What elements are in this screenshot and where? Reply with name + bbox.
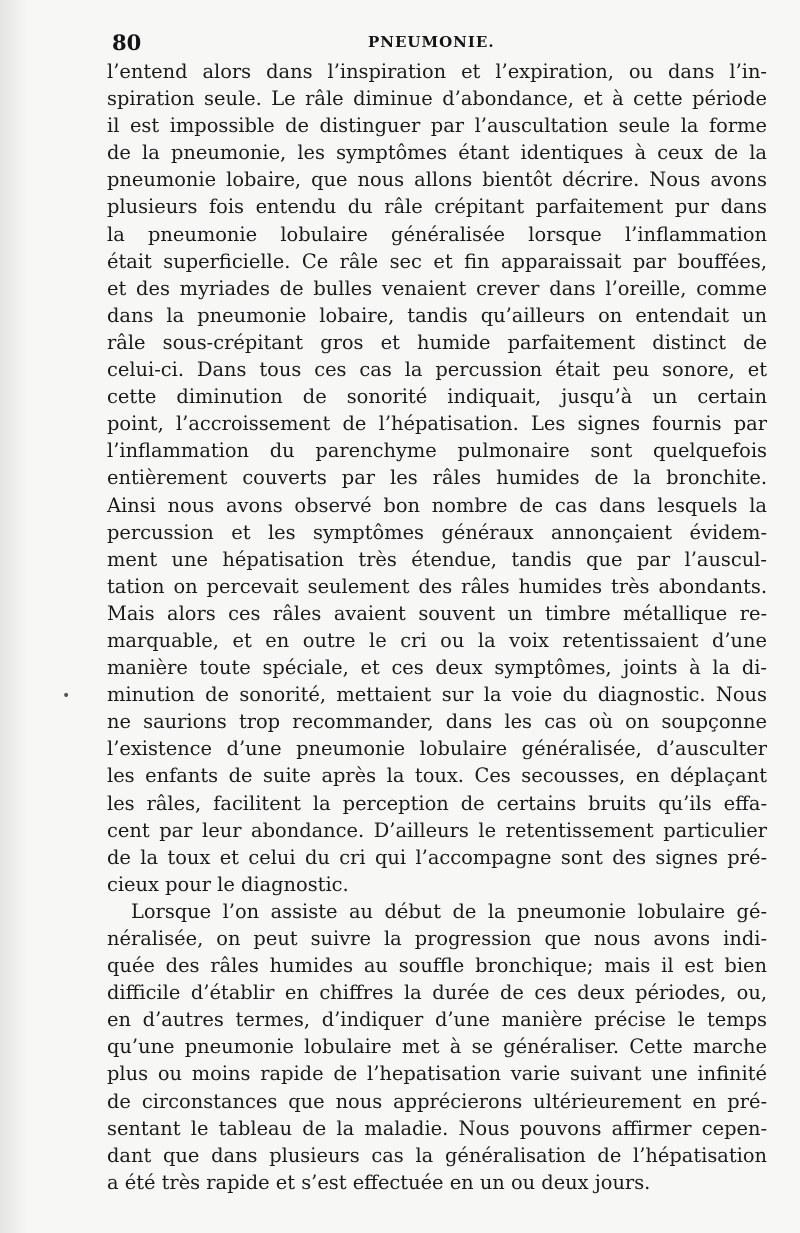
running-head xyxy=(112,30,760,60)
running-title: PNEUMONIE. xyxy=(368,33,495,51)
paragraph xyxy=(107,898,767,1196)
text-line: râle sous-crépitant gros et humide parfaitement distinct de xyxy=(107,330,767,354)
text-line: les enfants de suite après la toux. Ces secousses, en déplaçant xyxy=(107,764,767,788)
text-line: celui-ci. Dans tous ces cas la percussion était peu sonore, et xyxy=(107,358,767,382)
text-line: néralisée, on peut suivre la progression que nous avons indi- xyxy=(107,927,767,950)
text-line: les râles, facilitent la perception de certains bruits qu’ils effa- xyxy=(107,791,767,815)
body-text xyxy=(107,58,767,1196)
text-line: marquable, et en outre le cri ou la voix retentissaient d’une xyxy=(107,628,767,652)
text-line: plus ou moins rapide de l’hepatisation varie suivant une infinité xyxy=(107,1062,767,1086)
text-line: cent par leur abondance. D’ailleurs le retentissement particulier xyxy=(107,818,767,842)
text-line: ment une hépatisation très étendue, tandis que par l’auscul- xyxy=(107,547,767,571)
text-line: entièrement couverts par les râles humides de la bronchite. xyxy=(107,466,767,490)
text-line: spiration seule. Le râle diminue d’abondance, et à cette période xyxy=(107,87,767,111)
text-line: Lorsque l’on assiste au début de la pneumonie lobulaire gé- xyxy=(131,899,767,923)
text-line: l’entend alors dans l’inspiration et l’expiration, ou dans l’in- xyxy=(107,60,767,83)
text-line: l’existence d’une pneumonie lobulaire généralisée, d’ausculter xyxy=(107,737,767,761)
text-line: cieux pour le diagnostic. xyxy=(107,872,349,896)
text-line: tation on percevait seulement des râles humides très abondants. xyxy=(107,574,767,598)
text-line: de la pneumonie, les symptômes étant identiques à ceux de la xyxy=(107,141,767,165)
margin-dot-mark: • xyxy=(62,688,71,704)
text-line: dans la pneumonie lobaire, tandis qu’ailleurs on entendait un xyxy=(107,303,767,327)
text-line: était superficielle. Ce râle sec et fin apparaissait par bouffées, xyxy=(107,249,767,273)
text-line: il est impossible de distinguer par l’auscultation seule la forme xyxy=(107,114,767,138)
paragraph xyxy=(107,58,767,898)
text-line: ne saurions trop recommander, dans les cas où on soupçonne xyxy=(107,710,767,734)
text-line: minution de sonorité, mettaient sur la voie du diagnostic. Nous xyxy=(107,683,767,707)
text-line: l’inflammation du parenchyme pulmonaire sont quelquefois xyxy=(107,439,767,463)
text-line: difficile d’établir en chiffres la durée de ces deux périodes, ou, xyxy=(107,981,767,1005)
text-line: manière toute spéciale, et ces deux symptômes, joints à la di- xyxy=(107,656,767,680)
page-number: 80 xyxy=(112,30,142,55)
text-line: quée des râles humides au souffle bronchique; mais il est bien xyxy=(107,954,767,978)
text-line: Ainsi nous avons observé bon nombre de cas dans lesquels la xyxy=(107,493,767,517)
text-line: cette diminution de sonorité indiquait, jusqu’à un certain xyxy=(107,385,767,409)
text-line: en d’autres termes, d’indiquer d’une manière précise le temps xyxy=(107,1008,767,1032)
text-line: la pneumonie lobulaire généralisée lorsque l’inflammation xyxy=(107,222,767,246)
text-line: pneumonie lobaire, que nous allons bientôt décrire. Nous avons xyxy=(107,168,767,192)
text-line: a été très rapide et s’est effectuée en un ou deux jours. xyxy=(107,1170,651,1194)
text-line: point, l’accroissement de l’hépatisation. Les signes fournis par xyxy=(107,412,767,436)
text-line: sentant le tableau de la maladie. Nous pouvons affirmer cepen- xyxy=(107,1116,767,1140)
text-line: percussion et les symptômes généraux annonçaient évidem- xyxy=(107,520,767,544)
text-line: dant que dans plusieurs cas la généralisation de l’hépatisation xyxy=(107,1143,767,1167)
text-line: Mais alors ces râles avaient souvent un timbre métallique re- xyxy=(107,601,767,625)
text-line: qu’une pneumonie lobulaire met à se généraliser. Cette marche xyxy=(107,1035,767,1059)
text-line: plusieurs fois entendu du râle crépitant parfaitement pur dans xyxy=(107,195,767,219)
text-line: de la toux et celui du cri qui l’accompagne sont des signes pré- xyxy=(107,845,767,869)
text-line: de circonstances que nous apprécierons ultérieurement en pré- xyxy=(107,1089,767,1113)
text-line: et des myriades de bulles venaient crever dans l’oreille, comme xyxy=(107,276,767,300)
